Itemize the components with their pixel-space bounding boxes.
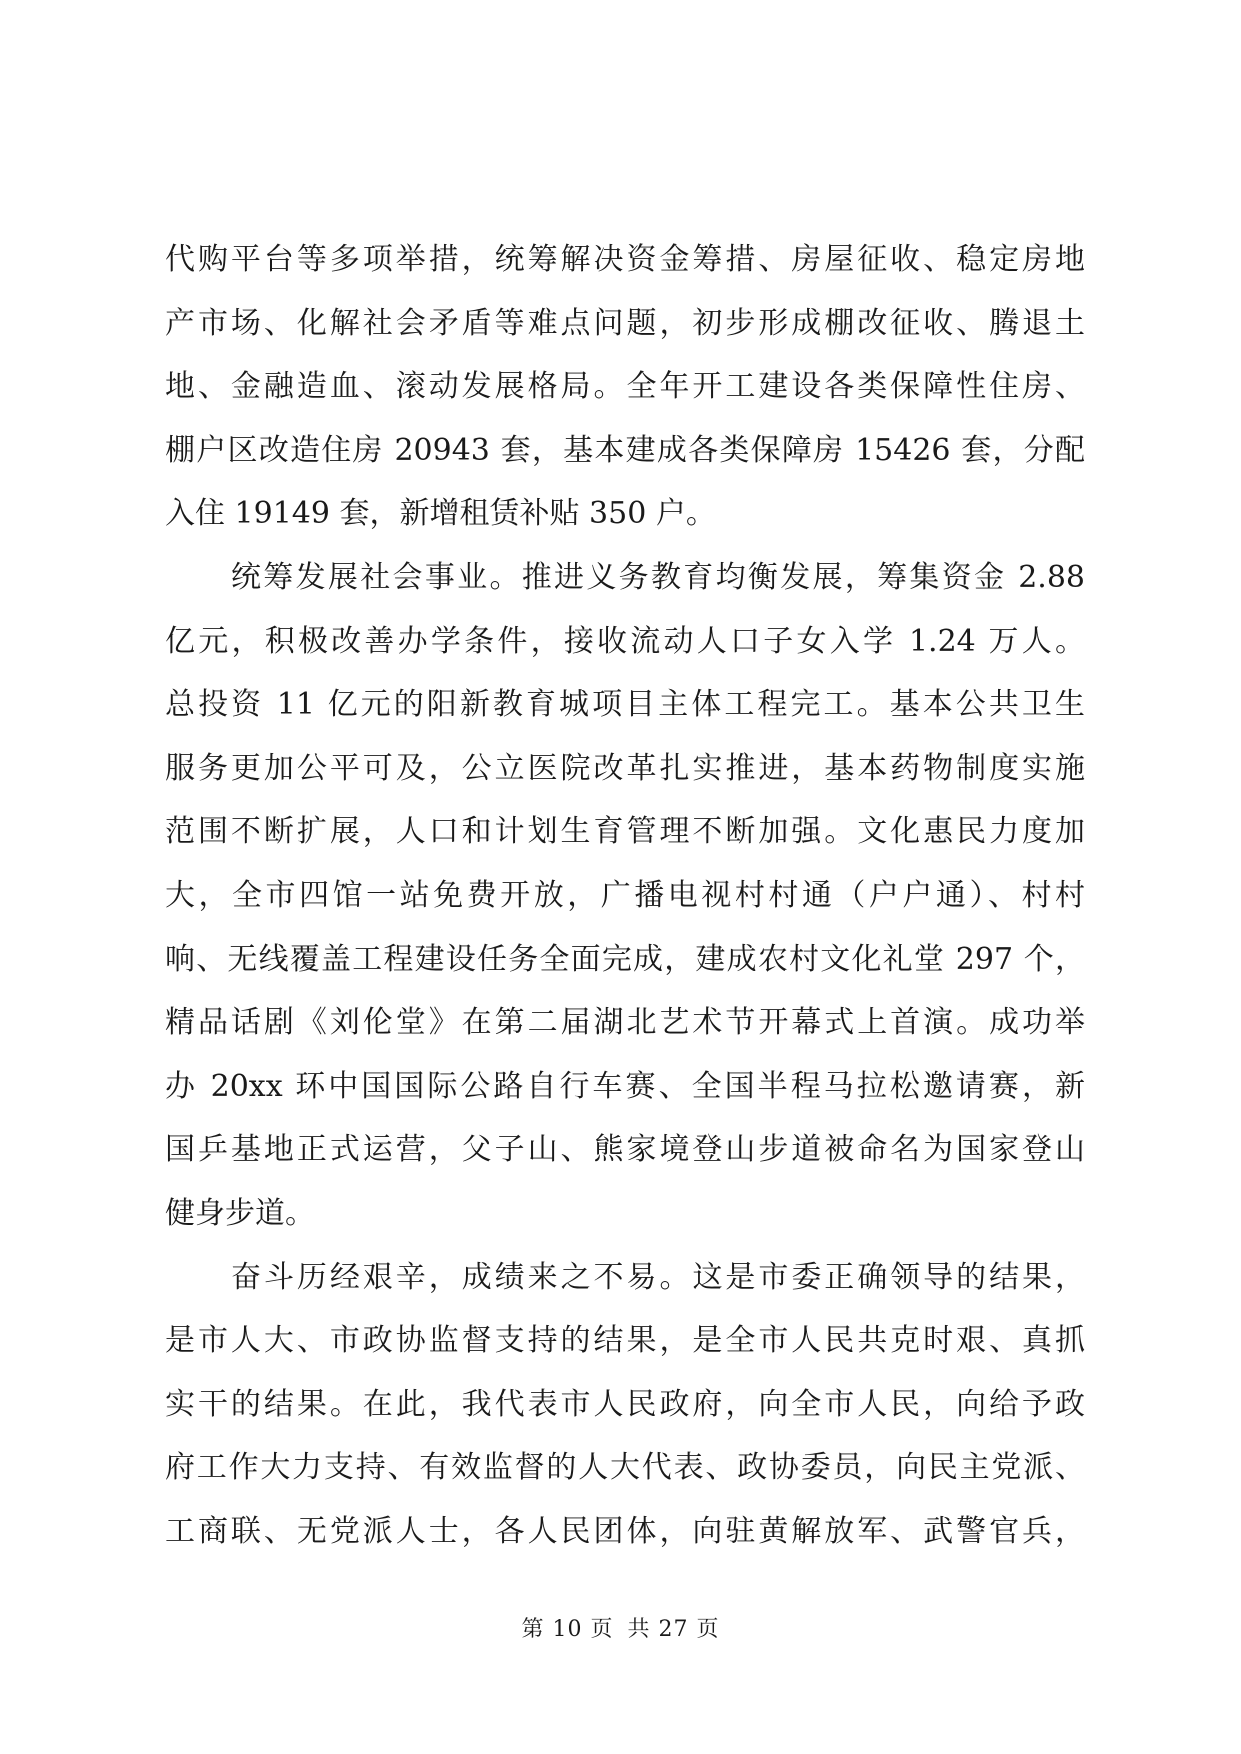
- text-line: 办 20xx 环中国国际公路自行车赛、全国半程马拉松邀请赛，新: [165, 1068, 1085, 1104]
- text-line: 奋斗历经艰辛，成绩来之不易。这是市委正确领导的结果，: [231, 1259, 1085, 1295]
- paragraph: [165, 546, 1085, 1246]
- text-line: 国乒基地正式运营，父子山、熊家境登山步道被命名为国家登山: [165, 1132, 1085, 1168]
- text-line: 工商联、无党派人士，各人民团体，向驻黄解放军、武警官兵，: [165, 1513, 1085, 1549]
- text-line: 代购平台等多项举措，统筹解决资金筹措、房屋征收、稳定房地: [165, 242, 1085, 277]
- page-number: 第 10 页: [521, 1617, 614, 1642]
- page-total: 共 27 页: [627, 1617, 720, 1642]
- text-line: 亿元，积极改善办学条件，接收流动人口子女入学 1.24 万人。: [165, 623, 1085, 659]
- text-line: 大，全市四馆一站免费开放，广播电视村村通（户户通）、村村: [165, 877, 1085, 913]
- text-line: 健身步道。: [165, 1195, 315, 1231]
- text-line: 实干的结果。在此，我代表市人民政府，向全市人民，向给予政: [165, 1386, 1085, 1422]
- paragraph: [165, 228, 1085, 546]
- text-line: 府工作大力支持、有效监督的人大代表、政协委员，向民主党派、: [165, 1450, 1085, 1486]
- text-line: 服务更加公平可及，公立医院改革扎实推进，基本药物制度实施: [165, 750, 1085, 786]
- text-line: 入住 19149 套，新增租赁补贴 350 户。: [165, 496, 716, 532]
- paragraph: [165, 1246, 1085, 1564]
- text-line: 地、金融造血、滚动发展格局。全年开工建设各类保障性住房、: [165, 369, 1085, 405]
- text-line: 响、无线覆盖工程建设任务全面完成，建成农村文化礼堂 297 个，: [165, 941, 1085, 977]
- text-line: 是市人大、市政协监督支持的结果，是全市人民共克时艰、真抓: [165, 1323, 1085, 1359]
- text-line: 产市场、化解社会矛盾等难点问题，初步形成棚改征收、腾退土: [165, 305, 1085, 341]
- text-line: 统筹发展社会事业。推进义务教育均衡发展，筹集资金 2.88: [231, 559, 1085, 595]
- text-line: 总投资 11 亿元的阳新教育城项目主体工程完工。基本公共卫生: [165, 687, 1085, 723]
- page-footer: [0, 1612, 1241, 1643]
- document-body: [165, 228, 1085, 1563]
- text-line: 棚户区改造住房 20943 套，基本建成各类保障房 15426 套，分配: [165, 432, 1085, 468]
- text-line: 范围不断扩展，人口和计划生育管理不断加强。文化惠民力度加: [165, 814, 1085, 850]
- text-line: 精品话剧《刘伦堂》在第二届湖北艺术节开幕式上首演。成功举: [165, 1005, 1085, 1041]
